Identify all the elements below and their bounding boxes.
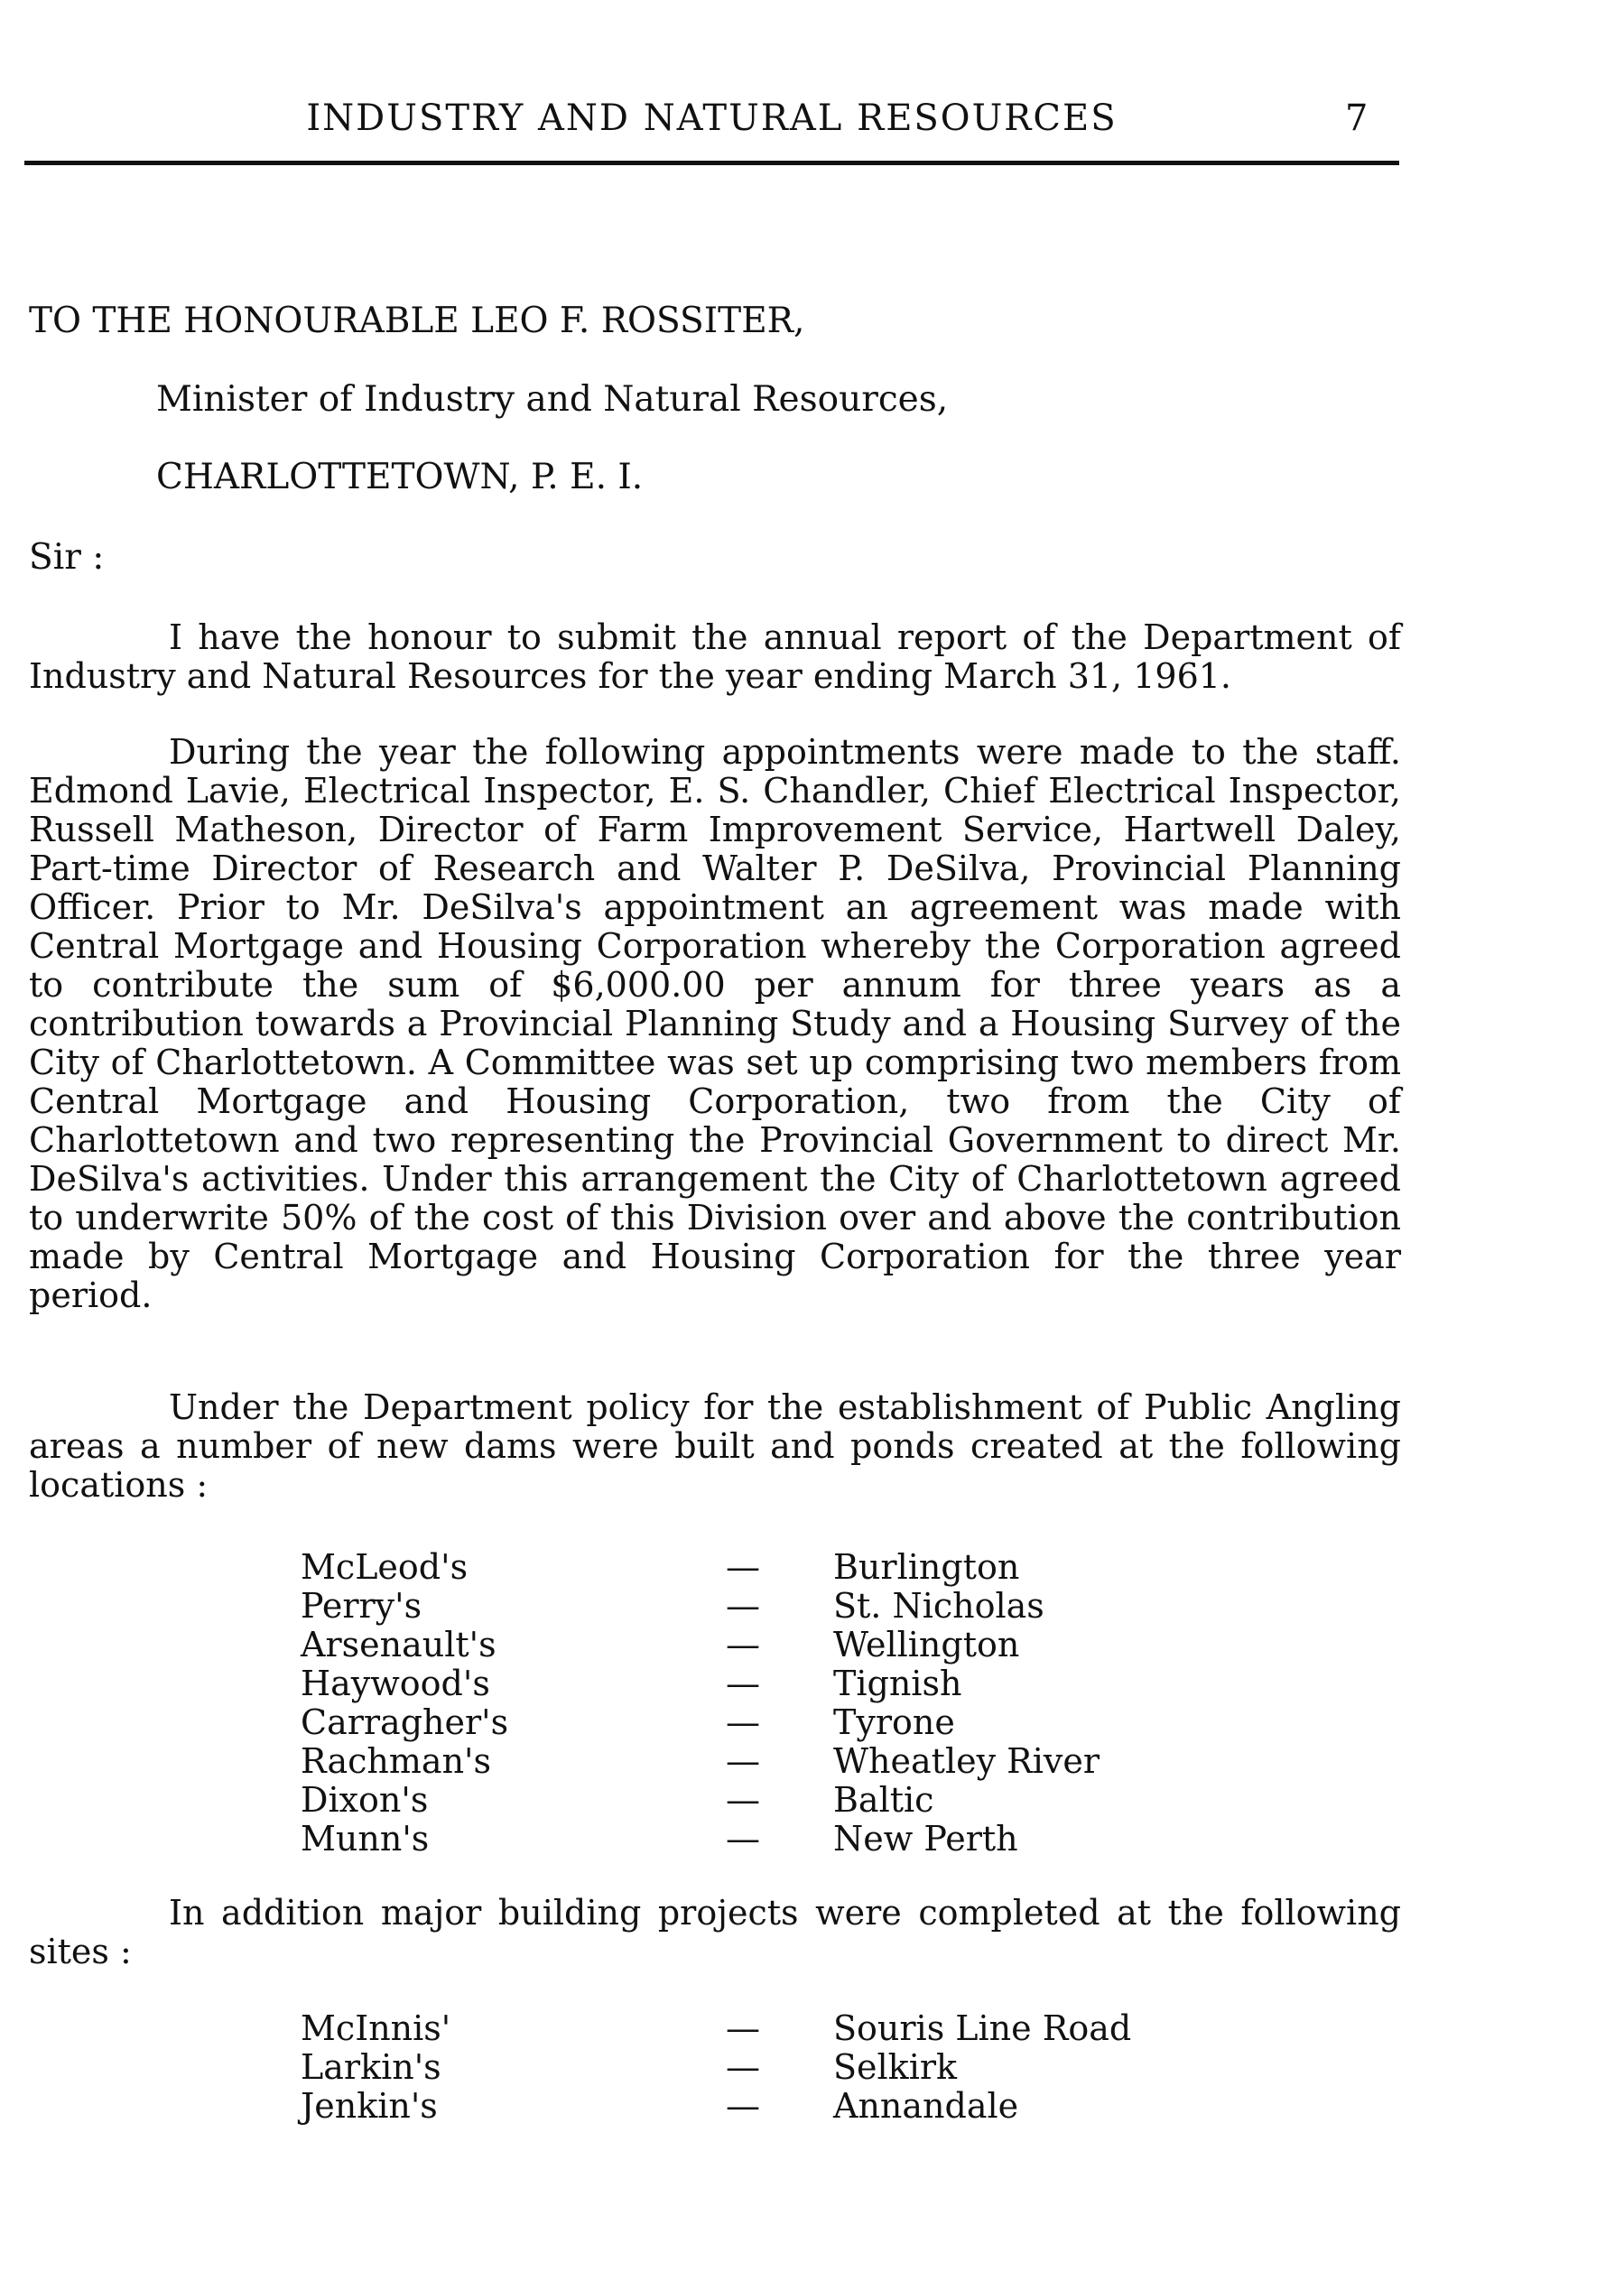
dash-separator: —	[726, 1547, 760, 1587]
paragraph-appointments	[29, 733, 1401, 1315]
projects-table	[301, 2009, 1285, 2126]
table-row	[301, 2048, 1285, 2087]
location-name: Wheatley River	[833, 1741, 1100, 1781]
table-row	[301, 1820, 1285, 1859]
site-name: McInnis'	[301, 2008, 451, 2048]
dash-separator: —	[726, 2047, 760, 2087]
running-title: INDUSTRY AND NATURAL RESOURCES	[306, 97, 1118, 139]
table-row	[301, 1781, 1285, 1820]
table-row	[301, 1742, 1285, 1781]
dash-separator: —	[726, 1741, 760, 1781]
paragraph-submission	[29, 618, 1401, 696]
recipient-line: TO THE HONOURABLE LEO F. ROSSITER,	[29, 301, 805, 341]
site-name: Rachman's	[301, 1741, 492, 1781]
page-number: 7	[1345, 97, 1369, 139]
site-name: Haywood's	[301, 1664, 490, 1703]
site-name: Munn's	[301, 1819, 430, 1859]
location-name: Tyrone	[833, 1702, 955, 1742]
dash-separator: —	[726, 2008, 760, 2048]
header-rule	[24, 161, 1399, 165]
paragraph-text: In addition major building projects were completed at the following sites :	[29, 1893, 1401, 1971]
location-name: Wellington	[833, 1625, 1020, 1664]
table-row	[301, 1626, 1285, 1664]
paragraph-projects	[29, 1894, 1401, 1971]
office-line: Minister of Industry and Natural Resources,	[156, 379, 949, 420]
dash-separator: —	[726, 1664, 760, 1703]
site-name: Larkin's	[301, 2047, 441, 2087]
location-name: Tignish	[833, 1664, 962, 1703]
dash-separator: —	[726, 1625, 760, 1664]
table-row	[301, 2087, 1285, 2126]
dash-separator: —	[726, 1780, 760, 1820]
table-row	[301, 1703, 1285, 1742]
table-row	[301, 2009, 1285, 2048]
paragraph-angling	[29, 1388, 1401, 1505]
site-name: Arsenault's	[301, 1625, 496, 1664]
site-name: Perry's	[301, 1586, 422, 1626]
location-name: Burlington	[833, 1547, 1020, 1587]
table-row	[301, 1548, 1285, 1587]
location-name: New Perth	[833, 1819, 1018, 1859]
paragraph-text: During the year the following appointments were made to the staff. Edmond Lavie, Electrical Inspector, E. S. Chandler, Chief Electrical Inspector, Russell Matheson, Director of Farm Improvement Service, Hartwell Daley, Part-time Director of Research and Walter P. DeSilva, Provincial Planning Officer. Prior to Mr. DeSilva's appointment an agreement was made with Central Mortgage and Housing Corporation whereby the Corporation agreed to contribute the sum of $6,000.00 per annum for three years as a contribution towards a Provincial Planning Study and a Housing Survey of the City of Charlottetown. A Committee was set up comprising two members from Central Mortgage and Housing Corporation, two from the City of Charlottetown and two representing the Provincial Government to direct Mr. DeSilva's activities. Under this arrangement the City of Charlottetown agreed to underwrite 50% of the cost of this Division over and above the contribution made by Central Mortgage and Housing Corporation for the three year period.	[29, 732, 1401, 1315]
site-name: Carragher's	[301, 1702, 509, 1742]
site-name: Dixon's	[301, 1780, 429, 1820]
dash-separator: —	[726, 1819, 760, 1859]
site-name: Jenkin's	[301, 2086, 438, 2126]
location-name: Baltic	[833, 1780, 934, 1820]
site-name: McLeod's	[301, 1547, 469, 1587]
dash-separator: —	[726, 1702, 760, 1742]
paragraph-text: I have the honour to submit the annual report of the Department of Industry and Natural Resources for the year ending March 31, 1961.	[29, 617, 1401, 696]
salutation: Sir :	[29, 537, 105, 578]
dams-table	[301, 1548, 1285, 1859]
location-name: St. Nicholas	[833, 1586, 1044, 1626]
table-row	[301, 1587, 1285, 1626]
location-name: Annandale	[833, 2086, 1019, 2126]
location-name: Souris Line Road	[833, 2008, 1132, 2048]
paragraph-text: Under the Department policy for the establishment of Public Angling areas a number of new dams were built and ponds created at the following locations :	[29, 1387, 1401, 1505]
dash-separator: —	[726, 2086, 760, 2126]
city-line: CHARLOTTETOWN, P. E. I.	[156, 457, 644, 497]
table-row	[301, 1664, 1285, 1703]
dash-separator: —	[726, 1586, 760, 1626]
location-name: Selkirk	[833, 2047, 958, 2087]
